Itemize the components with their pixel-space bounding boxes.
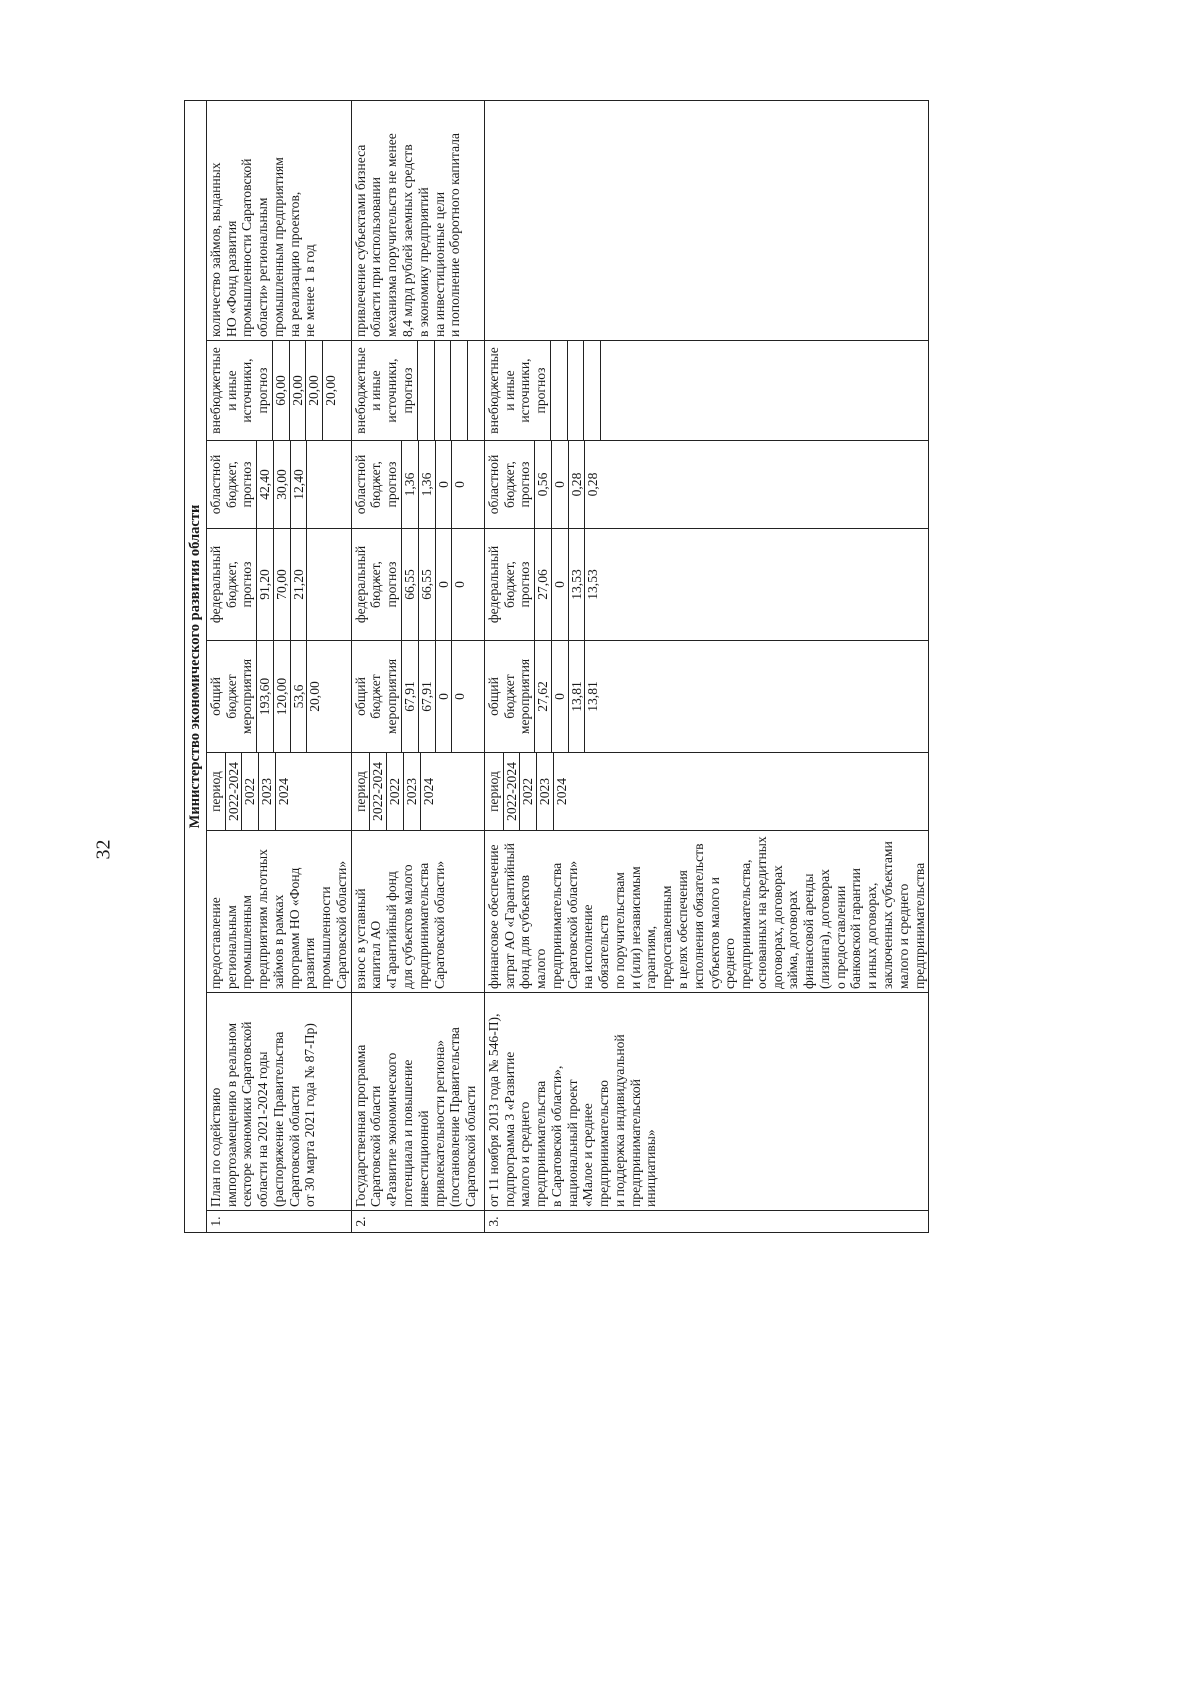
column-total [484,641,928,753]
column-federal [206,529,351,641]
year-value-cell [417,341,434,440]
year-values-total [256,641,323,752]
result-cell: привлечение субъектами бизнеса области при использовании механизма поручительств не менее 8,4 млрд рублей заемных средств в экономику предприятий на инвестиционные цели и пополнение оборотного капитала [351,100,484,340]
year-value-cell: 0 [435,641,452,752]
year-value-cell: 2023 [537,753,554,830]
column-header-total: общий бюджет мероприятия [352,658,400,735]
column-header-regional: областной бюджет, прогноз [352,454,400,515]
row-number: 1. [206,1211,351,1233]
year-values-total [534,641,601,752]
year-value-cell: 2022 [387,753,404,830]
column-federal [484,529,928,641]
year-value-cell: 20,00 [289,341,306,440]
column-header-regional: областной бюджет, прогноз [207,454,255,515]
year-value-cell: 0,28 [585,472,601,497]
year-value-cell [550,341,567,440]
year-value-cell [307,529,323,640]
year-value-cell: 1,36 [402,441,419,528]
year-value-cell: 2022-2024 [370,753,387,830]
year-value-cell: 0 [435,441,452,528]
year-value-cell: 20,00 [306,341,323,440]
ministry-header: Министерство экономического развития области [185,100,207,1232]
year-value-cell: 0 [551,641,568,752]
year-value-cell [468,341,484,440]
year-values-period [503,753,570,830]
year-value-cell: 42,40 [257,441,274,528]
year-values-extra [272,341,339,440]
year-value-cell: 0,28 [568,441,585,528]
year-value-cell: 67,91 [402,641,419,752]
year-value-cell: 30,00 [273,441,290,528]
column-header-period: период [352,771,368,812]
year-values-federal [534,529,601,640]
measure-cell: финансовое обеспечение затрат АО «Гарантийный фонд для субъектов малого предпринимательства Саратовской области» на исполнение обязательств по поручительствам и (или) независимым гарантиям, предоставленным в целях обеспечения исполнения обязательств субъектов малого и среднего предпринимательства, основанных на кредитных договорах, договорах займа, договорах финансовой аренды (лизинга), договорах о предоставлении банковской гарантии и иных договорах, заключенных субъектами малого и среднего предпринимательства [484,831,928,993]
year-value-cell [307,441,323,528]
column-header-regional: областной бюджет, прогноз [485,454,533,515]
year-value-cell: 66,55 [418,529,435,640]
result-cell [484,100,928,340]
column-extra [206,341,351,441]
column-header-period: период [207,771,223,812]
program-cell: от 11 ноября 2013 года № 546-П), подпрограмма 3 «Развитие малого и среднего предпринимательства в Саратовской области», национальный проект «Малое и среднее предпринимательство и поддержка индивидуальной предпринимательской инициативы» [484,993,928,1211]
page-number: 32 [92,839,115,860]
table-row [206,100,351,1232]
table-row [351,100,484,1232]
year-value-cell: 0 [435,529,452,640]
year-value-cell: 2023 [404,753,421,830]
year-values-regional [256,441,323,528]
row-number: 3. [484,1211,928,1233]
year-value-cell: 0 [551,441,568,528]
year-values-period [225,753,292,830]
year-value-cell: 120,00 [273,641,290,752]
column-extra [484,341,928,441]
column-period [484,753,928,831]
year-value-cell [567,341,584,440]
year-value-cell: 60,00 [272,341,289,440]
year-value-cell: 0,56 [535,441,552,528]
column-header-extra: внебюджетные и иные источники, прогноз [352,347,415,434]
year-value-cell: 0 [452,481,468,488]
year-value-cell: 13,53 [585,569,601,600]
year-value-cell: 2022 [242,753,259,830]
year-value-cell: 2024 [553,777,569,806]
column-header-federal: федеральный бюджет, прогноз [207,545,255,624]
year-value-cell: 12,40 [290,441,307,528]
program-cell: План по содействию импортозамещению в реальном секторе экономики Саратовской области на 2021-2024 годы (распоряжение Правительства Саратовской области от 30 марта 2021 года № 87-Пр) [206,993,351,1211]
year-value-cell: 67,91 [418,641,435,752]
row-number: 2. [351,1211,484,1233]
column-regional [206,441,351,529]
measure-cell: взнос в уставный капитал АО «Гарантийный фонд для субъектов малого предпринимательства Саратовской области» [351,831,484,993]
column-header-extra: внебюджетные и иные источники, прогноз [207,347,271,434]
year-value-cell: 66,55 [402,529,419,640]
column-federal [351,529,484,641]
year-value-cell: 20,00 [323,375,339,406]
year-value-cell: 2022-2024 [225,753,242,830]
year-value-cell: 2022-2024 [503,753,520,830]
column-header-total: общий бюджет мероприятия [485,658,533,735]
program-table [184,100,929,1233]
year-value-cell: 20,00 [307,681,323,712]
year-values-federal [401,529,468,640]
column-regional [351,441,484,529]
column-total [206,641,351,753]
column-header-period: период [485,771,501,812]
year-value-cell: 2023 [259,753,276,830]
column-period [206,753,351,831]
year-value-cell: 13,81 [585,681,601,712]
year-values-extra [417,341,484,440]
column-regional [484,441,928,529]
year-value-cell [451,341,468,440]
year-values-total [401,641,468,752]
year-value-cell: 1,36 [418,441,435,528]
year-value-cell: 193,60 [257,641,274,752]
year-value-cell: 0 [551,529,568,640]
column-header-total: общий бюджет мероприятия [207,658,255,735]
document-table-area [184,101,1200,1227]
result-cell: количество займов, выданных НО «Фонд развития промышленности Саратовской области» региональным промышленным предприятиям на реализацию проектов, не менее 1 в год [206,100,351,340]
year-value-cell: 27,06 [535,529,552,640]
column-header-federal: федеральный бюджет, прогноз [352,545,400,624]
year-value-cell: 0 [452,693,468,700]
column-extra [351,341,484,441]
column-period [351,753,484,831]
column-total [351,641,484,753]
year-value-cell: 0 [452,581,468,588]
year-value-cell: 2024 [420,777,436,806]
year-value-cell: 2022 [520,753,537,830]
year-value-cell: 13,53 [568,529,585,640]
program-cell: Государственная программа Саратовской области «Развитие экономического потенциала и повышение инвестиционной привлекательности региона» (постановление Правительства Саратовской области [351,993,484,1211]
rotated-table-container [184,101,1057,1233]
column-header-federal: федеральный бюджет, прогноз [485,545,533,624]
year-value-cell [601,341,617,440]
year-value-cell: 53,6 [290,641,307,752]
year-values-regional [401,441,468,528]
year-values-federal [256,529,323,640]
column-header-extra: внебюджетные и иные источники, прогноз [485,347,549,434]
year-value-cell [434,341,451,440]
measure-cell: предоставление региональным промышленным предприятиям льготных займов в рамках программ НО «Фонд развития промышленности Саратовской области» [206,831,351,993]
year-values-extra [550,341,617,440]
table-row [484,100,928,1232]
year-value-cell: 27,62 [535,641,552,752]
year-value-cell [584,341,601,440]
year-value-cell: 70,00 [273,529,290,640]
year-value-cell: 13,81 [568,641,585,752]
year-value-cell: 2024 [275,777,291,806]
year-value-cell: 21,20 [290,529,307,640]
year-values-regional [534,441,601,528]
year-values-period [369,753,436,830]
year-value-cell: 91,20 [257,529,274,640]
